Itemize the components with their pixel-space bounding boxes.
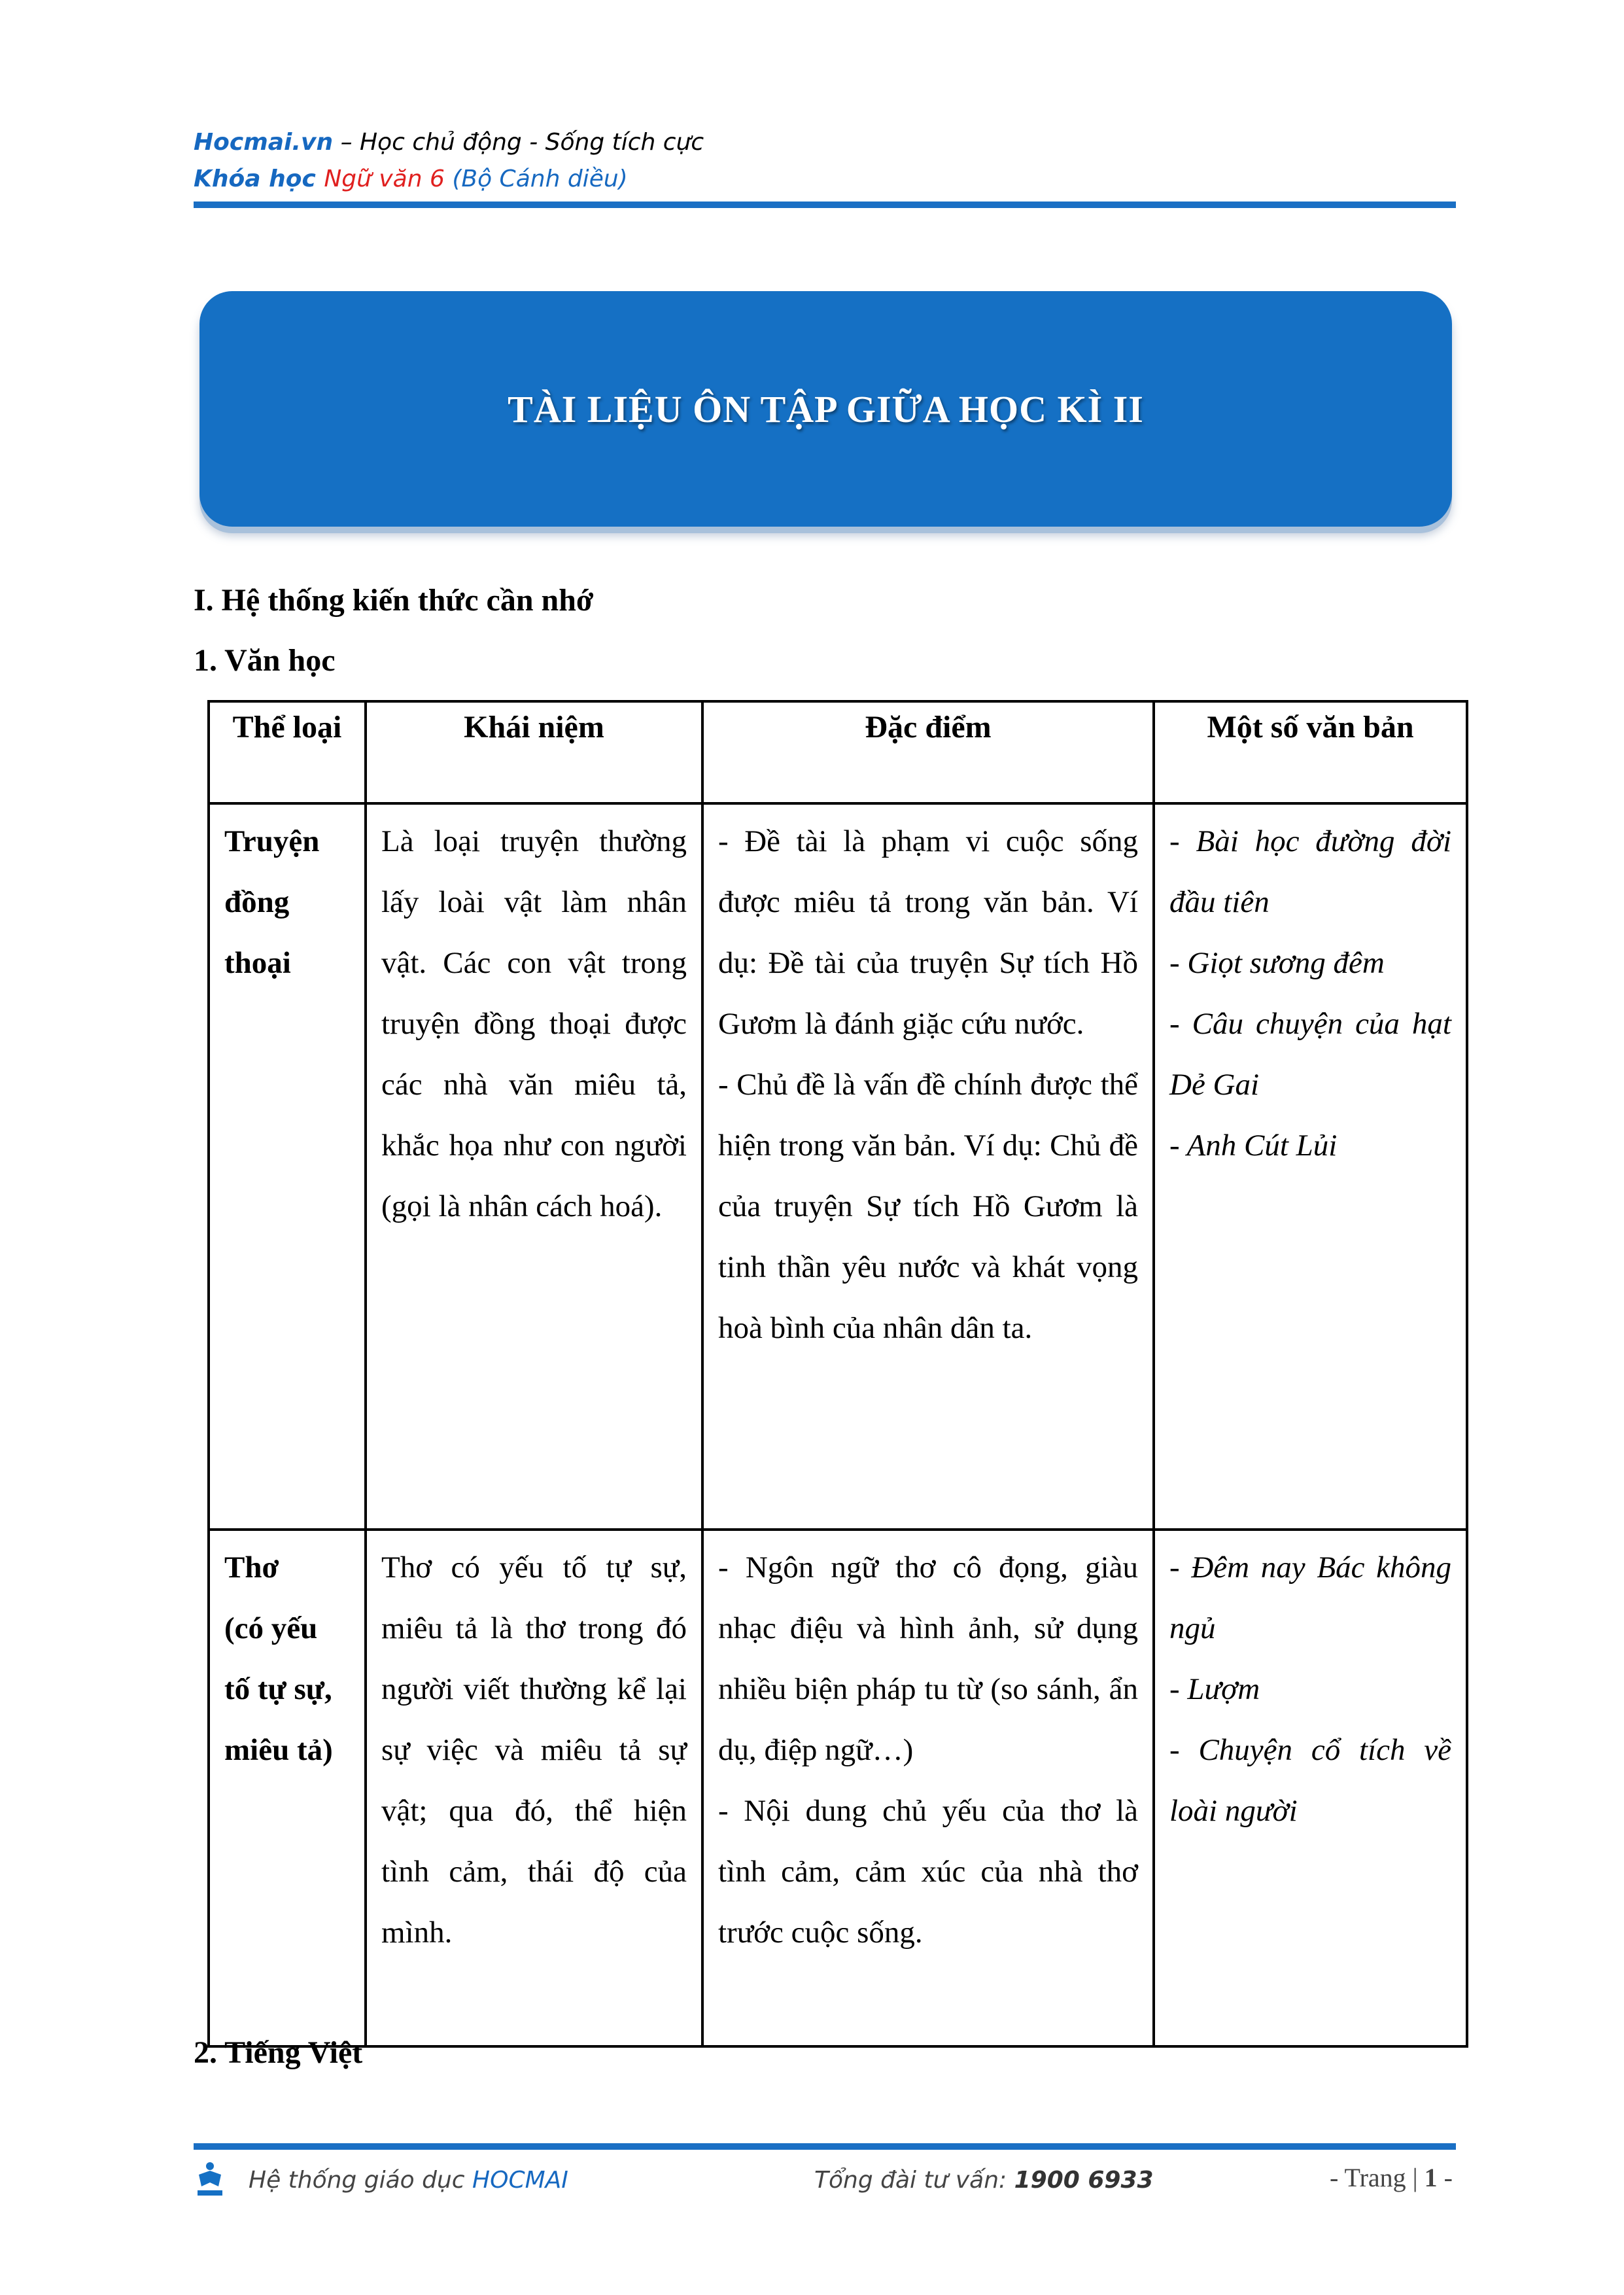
page-number-value: 1 (1424, 2163, 1438, 2192)
text-item: - Anh Cút Lủi (1169, 1129, 1338, 1163)
genre-line: Truyện (224, 824, 320, 858)
texts-cell (1154, 803, 1467, 1530)
definition-text: Là loại truyện thường lấy loài vật làm nhân vật. Các con vật trong truyện đồng thoại được các nhà văn miêu tả, khắc họa như con người (gọi là nhân cách hoá). (381, 824, 687, 1223)
text-item: - Đêm nay Bác không ngủ (1169, 1550, 1451, 1645)
brand-name: Hocmai.vn (194, 129, 334, 156)
footer-system-label: Hệ thống giáo dục (249, 2167, 473, 2194)
hotline-number: 1900 6933 (1014, 2167, 1154, 2194)
definition-cell (366, 1530, 702, 2046)
subsection-heading-vietnamese: 2. Tiếng Việt (194, 2035, 363, 2070)
definition-text: Thơ có yếu tố tự sự, miêu tả là thơ trong đó người viết thường kể lại sự việc và miêu tả sự vật; qua đó, thể hiện tình cảm, thái độ của mình. (381, 1550, 687, 1950)
slogan: – Học chủ động - Sống tích cực (333, 129, 704, 156)
header-texts: Một số văn bản (1154, 701, 1467, 803)
text-item: - Lượm (1169, 1672, 1260, 1706)
section-heading-1: I. Hệ thống kiến thức cần nhớ (194, 583, 594, 618)
header-line-1 (194, 124, 704, 161)
genre-line: đồng (224, 885, 290, 919)
feature-item: - Ngôn ngữ thơ cô đọng, giàu nhạc điệu và hình ảnh, sử dụng nhiều biện pháp tu từ (so sánh, ẩn dụ, điệp ngữ…) (718, 1550, 1138, 1767)
page-suffix: - (1437, 2163, 1453, 2192)
footer-system-name: HOCMAI (472, 2167, 568, 2194)
page-number (1330, 2162, 1453, 2193)
hocmai-logo-icon (195, 2160, 225, 2198)
header-features: Đặc điểm (702, 701, 1154, 803)
footer-rule (194, 2143, 1456, 2150)
hotline-label: Tổng đài tư vấn: (814, 2167, 1014, 2194)
features-cell (702, 803, 1154, 1530)
genre-line: (có yếu tố tự sự, miêu tả) (224, 1611, 333, 1767)
genre-cell (209, 803, 366, 1530)
page-header (194, 124, 704, 198)
table-row (209, 1530, 1467, 2046)
course-book: (Bộ Cánh diều) (444, 166, 628, 192)
genre-line: Thơ (224, 1550, 279, 1585)
header-rule (194, 201, 1456, 208)
header-genre: Thể loại (209, 701, 366, 803)
text-item: - Bài học đường đời đầu tiên (1169, 824, 1451, 919)
table-header-row (209, 701, 1467, 803)
text-item: - Câu chuyện của hạt Dẻ Gai (1169, 1007, 1451, 1102)
definition-cell (366, 803, 702, 1530)
table-row (209, 803, 1467, 1530)
genre-cell (209, 1530, 366, 2046)
document-title: TÀI LIỆU ÔN TẬP GIỮA HỌC KÌ II (508, 387, 1144, 430)
title-banner (199, 291, 1452, 527)
header-definition: Khái niệm (366, 701, 702, 803)
subsection-heading-literature: 1. Văn học (194, 643, 336, 678)
feature-item: - Nội dung chủ yếu của thơ là tình cảm, cảm xúc của nhà thơ trước cuộc sống. (718, 1794, 1138, 1950)
feature-item: - Chủ đề là vấn đề chính được thể hiện trong văn bản. Ví dụ: Chủ đề của truyện Sự tích Hồ Gươm là tinh thần yêu nước và khát vọng hoà bình của nhân dân ta. (718, 1068, 1138, 1345)
text-item: - Giọt sương đêm (1169, 946, 1385, 980)
course-prefix: Khóa học (194, 166, 324, 192)
page-label: - Trang | (1329, 2163, 1425, 2192)
texts-cell (1154, 1530, 1467, 2046)
course-subject: Ngữ văn 6 (324, 166, 445, 192)
genre-line: thoại (224, 946, 291, 980)
text-item: - Chuyện cổ tích về loài người (1169, 1733, 1451, 1828)
header-line-2 (194, 161, 704, 198)
features-cell (702, 1530, 1154, 2046)
feature-item: - Đề tài là phạm vi cuộc sống được miêu tả trong văn bản. Ví dụ: Đề tài của truyện Sự tích Hồ Gươm là đánh giặc cứu nước. (718, 824, 1138, 1041)
footer-system (249, 2167, 568, 2194)
footer-hotline (814, 2167, 1154, 2194)
literature-table (207, 700, 1468, 2048)
